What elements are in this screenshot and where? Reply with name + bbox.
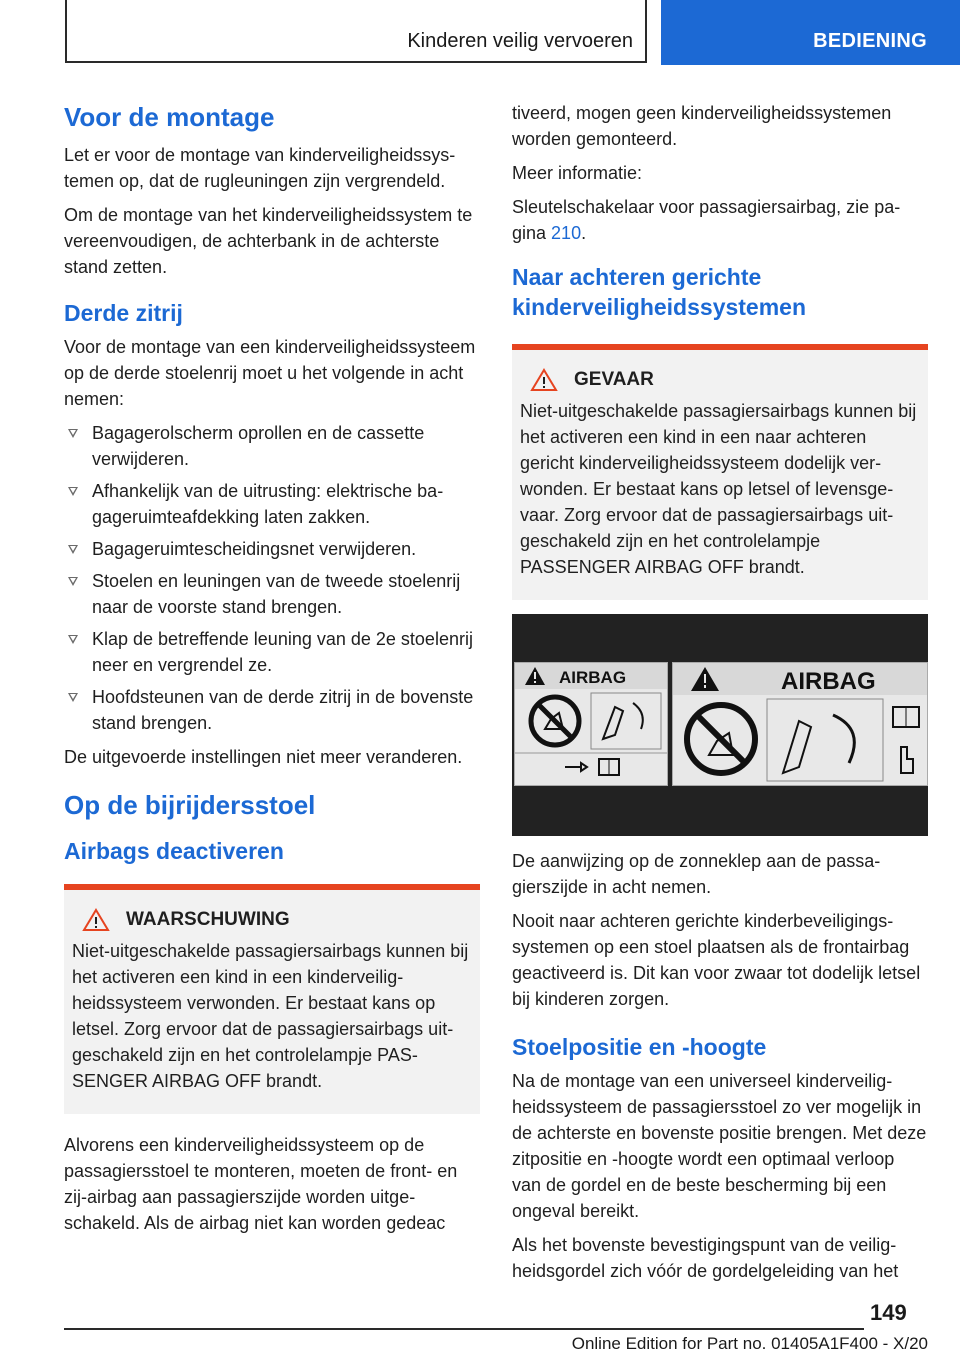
reference-end: . (581, 223, 587, 243)
page-link-210[interactable]: 210 (551, 223, 582, 243)
chapter-tab-label: BEDIENING (813, 30, 927, 52)
warning-text: Niet-uitgeschakelde passagiersairbags kunnen bij het activeren een kind in een kinderveiligheidssysteem verwonden. Er bestaat kans op letsel. Zorg ervoor dat de passagiersairbags uitgeschakeld zijn en het controlelampje PASSENGER AIRBAG OFF brandt. (72, 941, 469, 1091)
warning-header (72, 908, 472, 932)
paragraph: Voor de montage van een kinderveiligheidssysteem op de derde stoelenrij moet u het volgende in acht nemen: (64, 337, 476, 409)
danger-text: Niet-uitgeschakelde passagiersairbags kunnen bij het activeren een kind in een naar achteren gericht kinderveiligheidssysteem dodelijk verwonden. Er bestaat kans op letsel of levensgevaar. Zorg ervoor dat de passagiersairbags uitgeschakeld zijn en het controlelampje PASSENGER AIRBAG OFF brandt. (520, 401, 917, 577)
paragraph: tiveerd, mogen geen kinderveiligheidssystemen worden gemonteerd. (512, 103, 892, 149)
airbag-label-large-text: AIRBAG (781, 668, 876, 695)
list-item (64, 684, 480, 736)
footer-edition: Online Edition for Part no. 01405A1F400 - X/20 (571, 1334, 928, 1353)
list-item (64, 536, 480, 562)
paragraph: Alvorens een kinderveiligheidssysteem op de passagiersstoel te monteren, moeten de front- en zij-airbag aan passagierszijde worden uitgeschakeld. Als de airbag niet kan worden gedeac (64, 1135, 458, 1233)
paragraph-cross-reference (512, 194, 928, 246)
list-item (64, 420, 480, 472)
heading-naar-achteren-gerichte: Naar achteren gerichte kinderveiligheidssystemen (512, 264, 807, 320)
paragraph: Na de montage van een universeel kinderveiligheidssysteem de passagiersstoel zo ver mogelijk in de achterste en bovenste positie brengen. Met deze zitpositie en -hoogte wordt een optimaal verloop van de gordel en de beste bescherming bij een ongeval bereikt. (512, 1071, 927, 1221)
list-item-text: Afhankelijk van de uitrusting: elektrische bagageruimteafdekking laten zakken. (92, 481, 444, 527)
warning-title: WAARSCHUWING (126, 909, 290, 930)
right-column (512, 100, 928, 1292)
airbag-label-small-text: AIRBAG (559, 668, 627, 687)
airbag-label-small (514, 662, 668, 786)
bullet-triangle-icon (68, 545, 78, 554)
list-item-text: Bagageruimtescheidingsnet verwijderen. (92, 539, 417, 559)
airbag-label-small-graphic (515, 663, 667, 785)
section-title: Kinderen veilig vervoeren (407, 30, 633, 52)
list-item-text: Hoofdsteunen van de derde zitrij in de bovenste stand brengen. (92, 687, 474, 733)
paragraph: Meer informatie: (512, 163, 643, 183)
heading-voor-de-montage: Voor de montage (64, 102, 275, 132)
heading-op-de-bijrijdersstoel: Op de bijrijdersstoel (64, 790, 316, 820)
airbag-label-figure (512, 614, 928, 836)
danger-box (512, 344, 928, 600)
reference-text: Sleutelschakelaar voor passagiersairbag, zie pagina (512, 197, 901, 243)
bullet-triangle-icon (68, 635, 78, 644)
airbag-label-large (672, 662, 928, 786)
warning-box (64, 884, 480, 1114)
page-number: 149 (870, 1300, 907, 1325)
list-item-text: Klap de betreffende leuning van de 2e stoelenrij neer en vergrendel ze. (92, 629, 473, 675)
list-item (64, 626, 480, 678)
paragraph: Let er voor de montage van kinderveiligheidssystemen op, dat de rugleuningen zijn vergrendeld. (64, 145, 456, 191)
bullet-triangle-icon (68, 577, 78, 586)
bullet-triangle-icon (68, 693, 78, 702)
heading-derde-zitrij: Derde zitrij (64, 300, 183, 326)
paragraph: Om de montage van het kinderveiligheidssystem te vereenvoudigen, de achterbank in de achterste stand zetten. (64, 205, 473, 277)
heading-airbags-deactiveren: Airbags deactiveren (64, 838, 284, 864)
left-column (64, 100, 480, 1244)
footer-divider (64, 1328, 864, 1330)
list-item-text: Stoelen en leuningen van de tweede stoelenrij naar de voorste stand brengen. (92, 571, 461, 617)
danger-header (520, 368, 920, 392)
chapter-tab[interactable] (661, 0, 960, 65)
list-item (64, 478, 480, 530)
danger-title: GEVAAR (574, 369, 654, 390)
list-item (64, 568, 480, 620)
header-section-box (65, 0, 647, 63)
list-item-text: Bagagerolscherm oprollen en de cassette verwijderen. (92, 423, 425, 469)
bullet-triangle-icon (68, 487, 78, 496)
airbag-label-large-graphic (673, 663, 927, 785)
heading-stoelpositie: Stoelpositie en -hoogte (512, 1034, 767, 1060)
paragraph: Nooit naar achteren gerichte kinderbeveiligingssystemen op een stoel plaatsen als de frontairbag geactiveerd is. Dit kan voor zwaar tot dodelijk letsel bij kinderen zorgen. (512, 911, 921, 1009)
steps-list (64, 420, 480, 736)
paragraph: De uitgevoerde instellingen niet meer veranderen. (64, 747, 463, 767)
paragraph: Als het bovenste bevestigingspunt van de veiligheidsgordel zich vóór de gordelgeleiding van het (512, 1235, 899, 1281)
danger-triangle-icon (530, 368, 558, 392)
paragraph: De aanwijzing op de zonneklep aan de passagierszijde in acht nemen. (512, 851, 881, 897)
warning-triangle-icon (82, 908, 110, 932)
bullet-triangle-icon (68, 429, 78, 438)
